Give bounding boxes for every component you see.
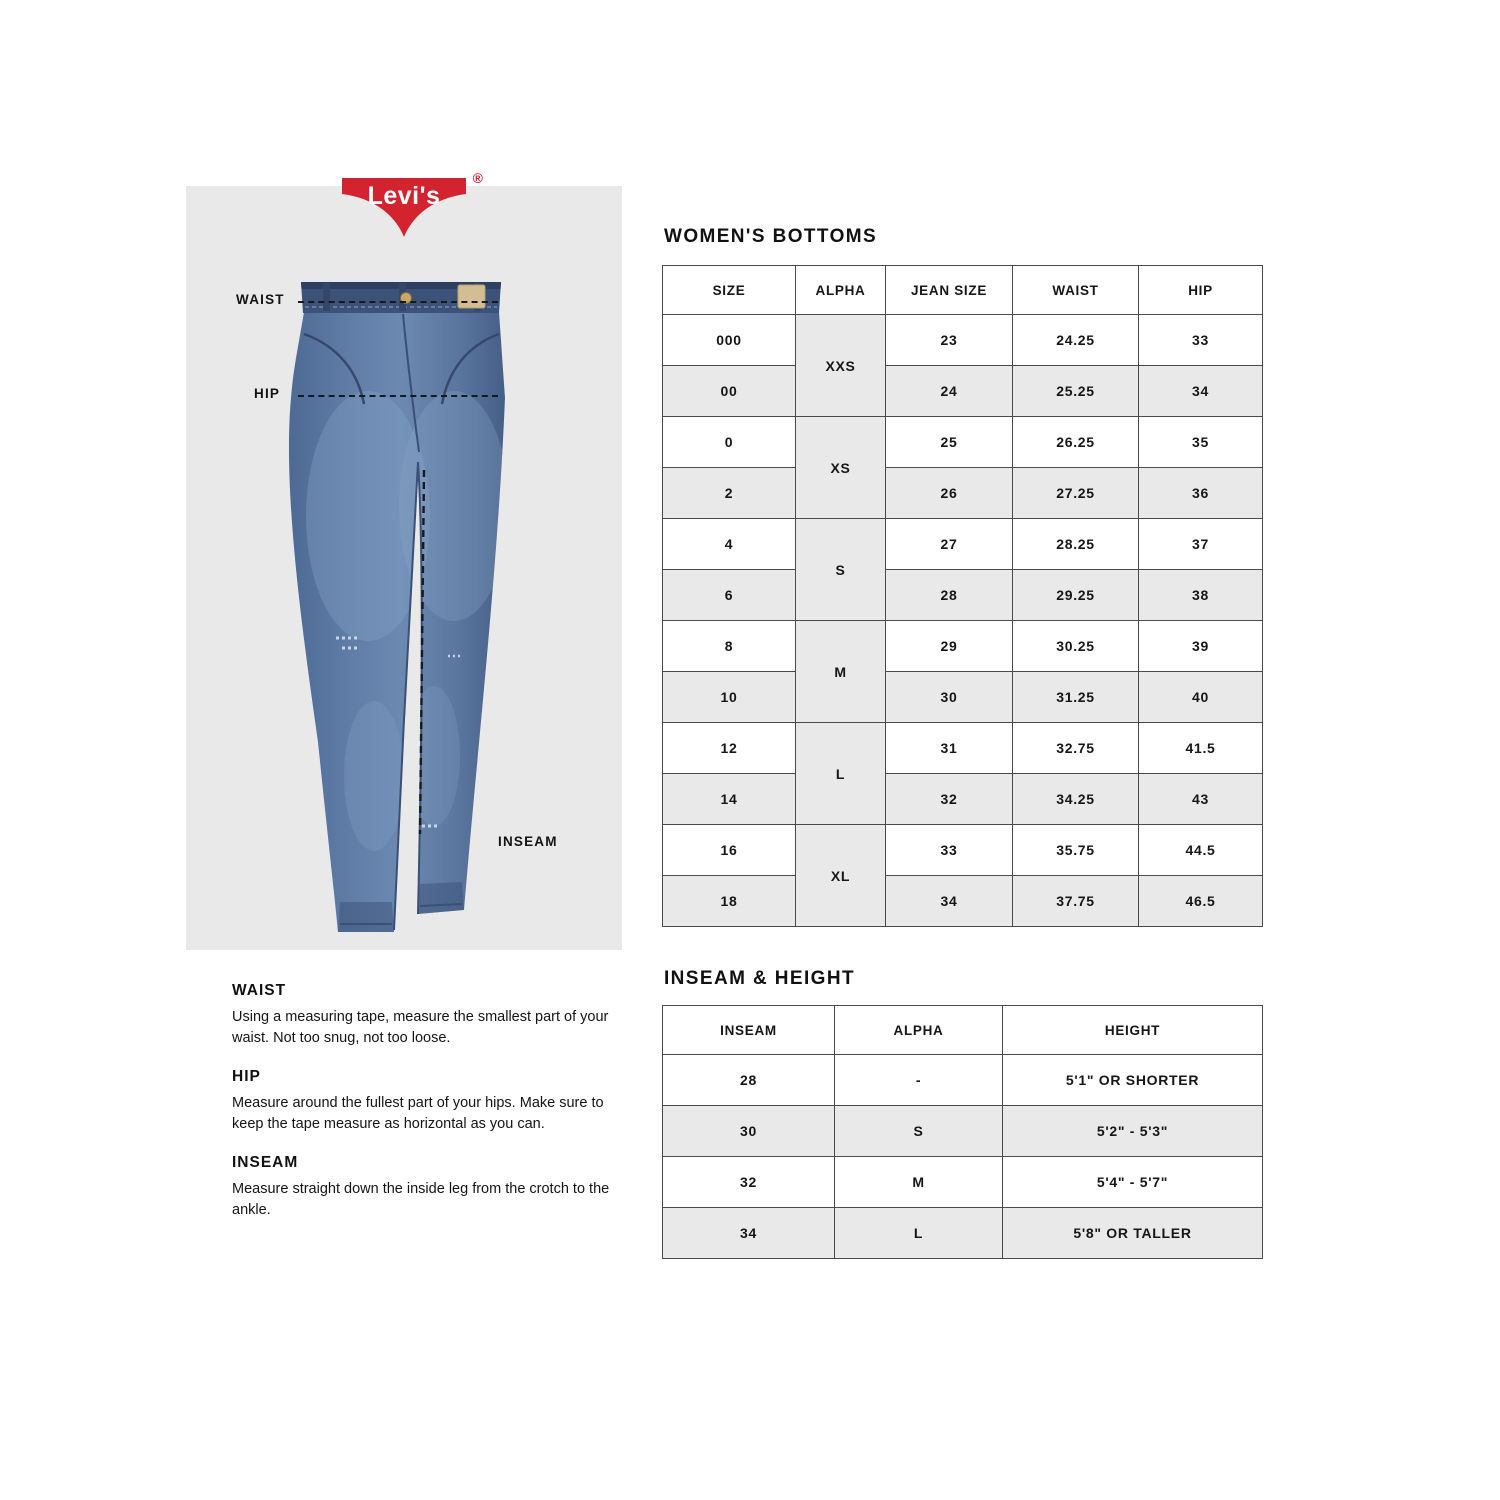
size-row bbox=[663, 366, 1263, 417]
hip-cell: 38 bbox=[1139, 570, 1263, 621]
measurement-guide bbox=[232, 982, 630, 1240]
height-cell: 5'1" OR SHORTER bbox=[1003, 1055, 1263, 1106]
size-cell: 18 bbox=[663, 876, 796, 927]
inseam-height-header-row bbox=[663, 1006, 1263, 1055]
size-cell: 16 bbox=[663, 825, 796, 876]
waist-cell: 31.25 bbox=[1013, 672, 1139, 723]
inseam-height-table bbox=[662, 1005, 1263, 1259]
size-cell: 6 bbox=[663, 570, 796, 621]
waist-cell: 32.75 bbox=[1013, 723, 1139, 774]
size-row bbox=[663, 570, 1263, 621]
jean-size-cell: 30 bbox=[886, 672, 1013, 723]
jean-size-cell: 28 bbox=[886, 570, 1013, 621]
size-cell: 14 bbox=[663, 774, 796, 825]
registered-mark-icon: ® bbox=[472, 170, 483, 186]
jean-size-cell: 31 bbox=[886, 723, 1013, 774]
inseam-row bbox=[663, 1055, 1263, 1106]
jean-size-cell: 26 bbox=[886, 468, 1013, 519]
hip-cell: 43 bbox=[1139, 774, 1263, 825]
hip-cell: 44.5 bbox=[1139, 825, 1263, 876]
size-cell: 12 bbox=[663, 723, 796, 774]
alpha-cell: XL bbox=[796, 825, 886, 927]
size-row bbox=[663, 876, 1263, 927]
jean-size-cell: 34 bbox=[886, 876, 1013, 927]
alpha-cell: - bbox=[835, 1055, 1003, 1106]
waist-cell: 26.25 bbox=[1013, 417, 1139, 468]
hip-cell: 36 bbox=[1139, 468, 1263, 519]
jean-size-cell: 29 bbox=[886, 621, 1013, 672]
alpha-cell: S bbox=[835, 1106, 1003, 1157]
size-cell: 000 bbox=[663, 315, 796, 366]
hip-cell: 34 bbox=[1139, 366, 1263, 417]
size-cell: 2 bbox=[663, 468, 796, 519]
column-header: SIZE bbox=[663, 266, 796, 315]
womens-bottoms-title: WOMEN'S BOTTOMS bbox=[664, 226, 878, 247]
size-cell: 00 bbox=[663, 366, 796, 417]
jeans-diagram-panel bbox=[186, 170, 622, 950]
womens-bottoms-body bbox=[663, 315, 1263, 927]
guide-hip-text: Measure around the fullest part of your hips. Make sure to keep the tape measure as horizontal as you can. bbox=[232, 1095, 604, 1132]
alpha-cell: XXS bbox=[796, 315, 886, 417]
jean-size-cell: 33 bbox=[886, 825, 1013, 876]
jean-size-cell: 23 bbox=[886, 315, 1013, 366]
waist-cell: 25.25 bbox=[1013, 366, 1139, 417]
size-row bbox=[663, 672, 1263, 723]
column-header: ALPHA bbox=[835, 1006, 1003, 1055]
inseam-height-title: INSEAM & HEIGHT bbox=[664, 968, 855, 989]
jean-size-cell: 25 bbox=[886, 417, 1013, 468]
size-cell: 10 bbox=[663, 672, 796, 723]
hip-diagram-label: HIP bbox=[254, 386, 281, 401]
column-header: INSEAM bbox=[663, 1006, 835, 1055]
waist-cell: 24.25 bbox=[1013, 315, 1139, 366]
hip-cell: 39 bbox=[1139, 621, 1263, 672]
column-header: JEAN SIZE bbox=[886, 266, 1013, 315]
waist-cell: 35.75 bbox=[1013, 825, 1139, 876]
column-header: WAIST bbox=[1013, 266, 1139, 315]
alpha-cell: L bbox=[835, 1208, 1003, 1259]
guide-hip-heading: HIP bbox=[232, 1068, 261, 1086]
inseam-diagram-label: INSEAM bbox=[498, 834, 558, 849]
size-row bbox=[663, 774, 1263, 825]
size-cell: 4 bbox=[663, 519, 796, 570]
guide-inseam-heading: INSEAM bbox=[232, 1154, 299, 1172]
size-row bbox=[663, 723, 1263, 774]
size-cell: 8 bbox=[663, 621, 796, 672]
inseam-cell: 30 bbox=[663, 1106, 835, 1157]
waist-cell: 37.75 bbox=[1013, 876, 1139, 927]
womens-bottoms-table bbox=[662, 265, 1263, 927]
waist-diagram-label: WAIST bbox=[236, 292, 285, 307]
size-row bbox=[663, 519, 1263, 570]
hip-cell: 40 bbox=[1139, 672, 1263, 723]
alpha-cell: M bbox=[796, 621, 886, 723]
alpha-cell: L bbox=[796, 723, 886, 825]
waist-cell: 29.25 bbox=[1013, 570, 1139, 621]
inseam-cell: 32 bbox=[663, 1157, 835, 1208]
waist-cell: 27.25 bbox=[1013, 468, 1139, 519]
size-row bbox=[663, 417, 1263, 468]
waist-cell: 34.25 bbox=[1013, 774, 1139, 825]
height-cell: 5'2" - 5'3" bbox=[1003, 1106, 1263, 1157]
size-row bbox=[663, 825, 1263, 876]
alpha-cell: M bbox=[835, 1157, 1003, 1208]
size-row bbox=[663, 621, 1263, 672]
hip-cell: 46.5 bbox=[1139, 876, 1263, 927]
inseam-row bbox=[663, 1208, 1263, 1259]
levis-wordmark: Levi's bbox=[367, 182, 441, 210]
inseam-height-body bbox=[663, 1055, 1263, 1259]
column-header: HIP bbox=[1139, 266, 1263, 315]
inseam-row bbox=[663, 1157, 1263, 1208]
alpha-cell: XS bbox=[796, 417, 886, 519]
height-cell: 5'8" OR TALLER bbox=[1003, 1208, 1263, 1259]
waist-cell: 30.25 bbox=[1013, 621, 1139, 672]
jean-size-cell: 24 bbox=[886, 366, 1013, 417]
guide-inseam-text: Measure straight down the inside leg from the crotch to the ankle. bbox=[232, 1181, 610, 1218]
size-row bbox=[663, 468, 1263, 519]
column-header: HEIGHT bbox=[1003, 1006, 1263, 1055]
guide-waist-heading: WAIST bbox=[232, 982, 287, 999]
jean-size-cell: 32 bbox=[886, 774, 1013, 825]
hip-measure-line bbox=[298, 395, 498, 397]
hip-cell: 35 bbox=[1139, 417, 1263, 468]
womens-bottoms-header-row bbox=[663, 266, 1263, 315]
inseam-cell: 34 bbox=[663, 1208, 835, 1259]
inseam-cell: 28 bbox=[663, 1055, 835, 1106]
height-cell: 5'4" - 5'7" bbox=[1003, 1157, 1263, 1208]
size-cell: 0 bbox=[663, 417, 796, 468]
hip-cell: 33 bbox=[1139, 315, 1263, 366]
guide-waist-text: Using a measuring tape, measure the smallest part of your waist. Not too snug, not too loose. bbox=[232, 1009, 609, 1046]
column-header: ALPHA bbox=[796, 266, 886, 315]
hip-cell: 41.5 bbox=[1139, 723, 1263, 774]
size-row bbox=[663, 315, 1263, 366]
alpha-cell: S bbox=[796, 519, 886, 621]
waist-cell: 28.25 bbox=[1013, 519, 1139, 570]
inseam-row bbox=[663, 1106, 1263, 1157]
levis-logo bbox=[340, 170, 483, 246]
hip-cell: 37 bbox=[1139, 519, 1263, 570]
jean-size-cell: 27 bbox=[886, 519, 1013, 570]
waist-measure-line bbox=[298, 301, 498, 303]
